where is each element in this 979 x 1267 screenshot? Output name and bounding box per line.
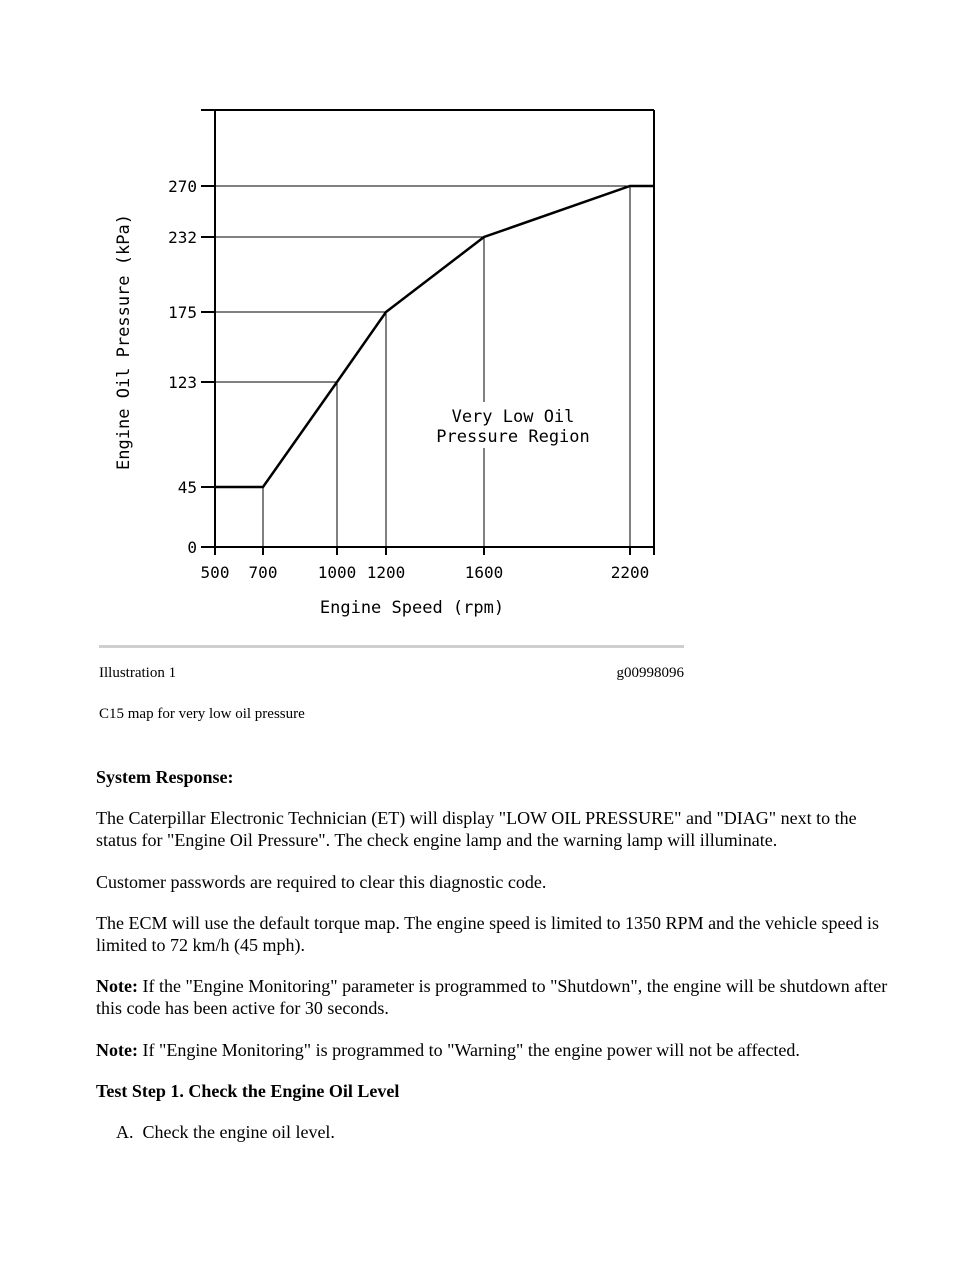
y-axis-title: Engine Oil Pressure (kPa)	[114, 214, 134, 470]
chart-frame	[201, 110, 654, 555]
figure-divider	[99, 645, 684, 648]
note-label: Note:	[96, 1040, 138, 1060]
y-tick-label: 45	[177, 478, 197, 497]
step-a	[116, 1121, 335, 1143]
figure-id: g00998096	[616, 665, 684, 681]
y-tick-label: 123	[168, 373, 197, 392]
chart-guides	[215, 186, 654, 547]
step-a-text: Check the engine oil level.	[142, 1122, 335, 1142]
chart-labels	[114, 177, 649, 618]
x-tick-label: 700	[248, 563, 278, 582]
note-shutdown	[96, 975, 896, 1019]
system-response-paragraph: The Caterpillar Electronic Technician (ET) will display "LOW OIL PRESSURE" and "DIAG" next to the status for "Engine Oil Pressure". The check engine lamp and the warning lamp will illuminate.	[96, 808, 857, 850]
x-tick-label: 1000	[317, 563, 357, 582]
figure-caption: C15 map for very low oil pressure	[99, 706, 305, 722]
note-label: Note:	[96, 976, 138, 996]
step-a-marker: A.	[116, 1122, 134, 1142]
test-step-heading: Test Step 1. Check the Engine Oil Level	[96, 1081, 400, 1101]
y-tick-label: 232	[168, 228, 197, 247]
annotation-line-2: Pressure Region	[436, 427, 590, 447]
note-text: If the "Engine Monitoring" parameter is programmed to "Shutdown", the engine will be shutdown after this code has been active for 30 seconds.	[96, 976, 888, 1018]
note-warning	[96, 1039, 896, 1061]
y-tick-label: 0	[187, 538, 197, 557]
x-tick-label: 500	[200, 563, 230, 582]
x-tick-label: 2200	[610, 563, 650, 582]
password-paragraph: Customer passwords are required to clear this diagnostic code.	[96, 872, 547, 892]
system-response-heading: System Response:	[96, 767, 234, 787]
torque-map-paragraph: The ECM will use the default torque map. The engine speed is limited to 1350 RPM and the vehicle speed is limited to 72 km/h (45 mph).	[96, 913, 880, 955]
x-axis-title: Engine Speed (rpm)	[319, 598, 505, 618]
y-tick-label: 270	[168, 177, 197, 196]
x-tick-label: 1600	[464, 563, 504, 582]
x-tick-label: 1200	[366, 563, 406, 582]
chart-ticks	[201, 186, 630, 555]
figure-label: Illustration 1	[99, 665, 177, 681]
note-text: If "Engine Monitoring" is programmed to "Warning" the engine power will not be affected.	[137, 1040, 800, 1060]
annotation-line-1: Very Low Oil	[451, 407, 575, 427]
y-tick-label: 175	[168, 303, 197, 322]
